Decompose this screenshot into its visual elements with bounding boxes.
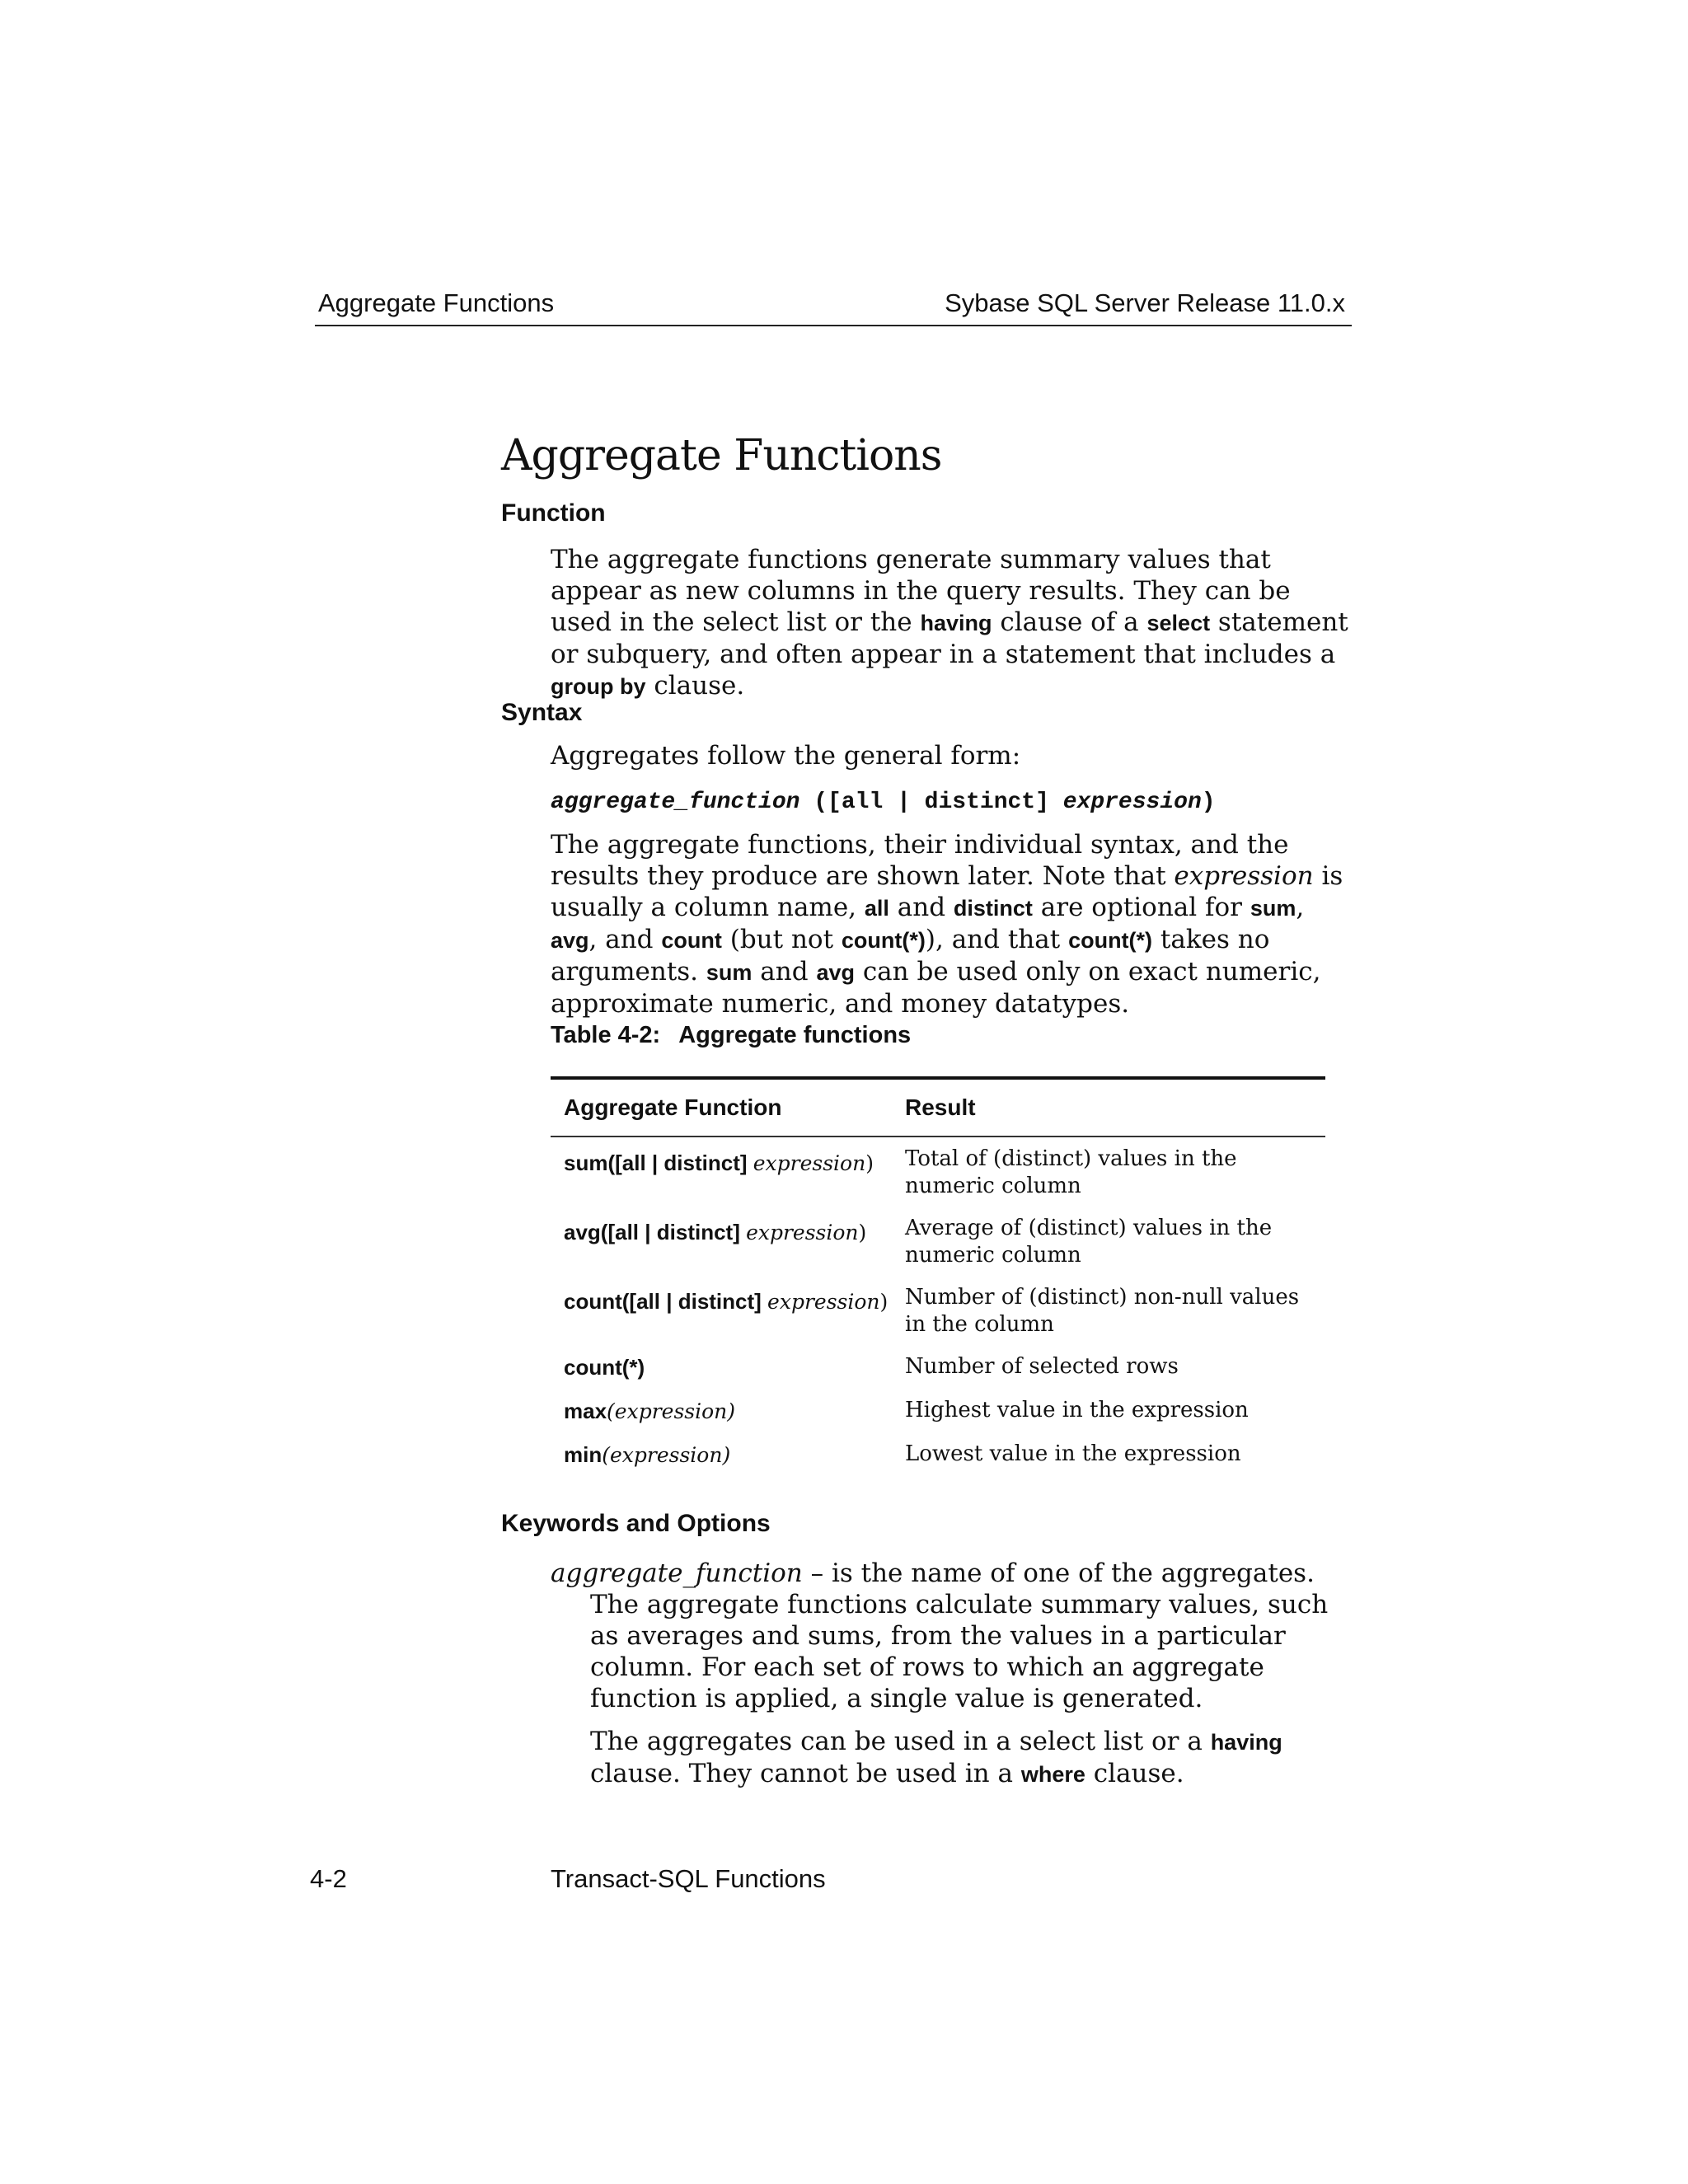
keyword-having: having	[920, 611, 992, 635]
header-product-release: Sybase SQL Server Release 11.0.x	[945, 288, 1345, 317]
aggregate-functions-table	[551, 1076, 1325, 1484]
header-section-title: Aggregate Functions	[318, 288, 555, 317]
table-header-row	[551, 1080, 1325, 1136]
keyword-count: count	[661, 928, 722, 953]
function-syntax: count([all | distinct]	[564, 1289, 768, 1314]
function-close: )	[879, 1290, 889, 1314]
heading-syntax: Syntax	[501, 699, 583, 726]
table-cell-function	[564, 1220, 866, 1245]
table-header-rule	[551, 1136, 1325, 1137]
syntax-expression: expression	[1062, 790, 1202, 815]
column-header-result: Result	[905, 1094, 976, 1120]
usage-text-1: The aggregates can be used in a select list or a	[590, 1727, 1211, 1756]
table-caption-title: Aggregate functions	[678, 1022, 912, 1048]
definition-usage-note	[551, 1726, 1358, 1790]
syntax-text-6: , and	[588, 925, 662, 954]
table-cell-result: Number of (distinct) non-null values in the column	[905, 1285, 1300, 1337]
table-cell-result: Number of selected rows	[905, 1354, 1179, 1379]
usage-text-2: clause. They cannot be used in a	[590, 1759, 1021, 1788]
function-argument: (expression)	[602, 1443, 731, 1467]
table-caption	[551, 1022, 911, 1049]
table-cell-function	[564, 1399, 735, 1424]
keyword-count-star-2: count(*)	[1068, 928, 1153, 953]
keyword-select: select	[1146, 611, 1211, 635]
function-argument: expression	[753, 1151, 866, 1175]
table-cell-function	[564, 1442, 730, 1468]
syntax-text-11: can be used only on exact numeric, approximate numeric, and money datatypes.	[551, 957, 1321, 1019]
keyword-where: where	[1020, 1762, 1085, 1787]
syntax-description	[551, 829, 1358, 1019]
footer-book-title: Transact-SQL Functions	[551, 1864, 826, 1893]
keyword-count-star: count(*)	[841, 928, 926, 953]
syntax-intro: Aggregates follow the general form:	[551, 741, 1021, 771]
function-text-1: The aggregate functions generate summary values that appear as new columns in the query results. They can be used in the select list or the	[551, 545, 1291, 637]
definition-aggregate-function	[551, 1558, 1358, 1714]
table-cell-result: Highest value in the expression	[905, 1398, 1249, 1422]
keyword-having-2: having	[1210, 1730, 1282, 1755]
term-aggregate-function: aggregate_function	[551, 1558, 803, 1588]
syntax-text-2: is usually a column name,	[551, 861, 1343, 922]
syntax-text-10: and	[752, 957, 817, 987]
table-cell-function	[564, 1355, 645, 1380]
function-description	[551, 544, 1358, 702]
syntax-function-name: aggregate_function	[551, 790, 800, 815]
function-close: )	[865, 1151, 874, 1175]
table-caption-label: Table 4-2:	[551, 1022, 661, 1048]
keywords-definitions	[551, 1558, 1358, 1790]
keyword-avg: avg	[551, 928, 589, 953]
column-header-aggregate-function: Aggregate Function	[564, 1094, 782, 1120]
syntax-text-4: are optional for	[1032, 893, 1250, 922]
function-syntax: avg([all | distinct]	[564, 1220, 747, 1244]
heading-keywords-and-options: Keywords and Options	[501, 1510, 771, 1537]
function-text-3: statement or subquery, and often appear in a statement that includes a	[551, 607, 1348, 669]
table-row	[551, 1146, 1325, 1215]
function-syntax: max	[564, 1399, 607, 1423]
term-expression: expression	[1174, 861, 1314, 891]
function-syntax: min	[564, 1442, 603, 1467]
function-close: )	[858, 1221, 867, 1244]
page-number: 4-2	[310, 1864, 347, 1893]
syntax-close: )	[1201, 790, 1216, 815]
function-syntax: sum([all | distinct]	[564, 1151, 753, 1175]
table-cell-result: Total of (distinct) values in the numeric column	[905, 1146, 1237, 1198]
function-argument: (expression)	[607, 1399, 736, 1423]
running-header	[315, 288, 1352, 326]
usage-text-3: clause.	[1085, 1759, 1184, 1788]
syntax-text-9: takes no arguments.	[551, 925, 1270, 987]
heading-function: Function	[501, 499, 606, 527]
function-text-2: clause of a	[992, 607, 1147, 637]
table-row	[551, 1284, 1325, 1353]
syntax-text-8: ), and that	[925, 925, 1069, 954]
keyword-sum-2: sum	[706, 960, 753, 985]
syntax-text-3: and	[889, 893, 954, 922]
table-cell-result: Average of (distinct) values in the numeric column	[905, 1216, 1273, 1268]
table-row	[551, 1353, 1325, 1397]
table-cell-result: Lowest value in the expression	[905, 1441, 1241, 1466]
definition-text: – is the name of one of the aggregates. The aggregate functions calculate summary values, such as averages and sums, from the values in a particular column. For each set of rows to which an aggregate function is applied, a single value is generated.	[590, 1558, 1329, 1713]
table-row	[551, 1215, 1325, 1284]
keyword-all: all	[864, 896, 889, 921]
function-syntax: count(*)	[564, 1355, 645, 1380]
syntax-text-5: ,	[1296, 893, 1305, 922]
syntax-options: ([all | distinct]	[799, 790, 1063, 815]
page-title: Aggregate Functions	[501, 430, 942, 480]
syntax-text-1: The aggregate functions, their individual syntax, and the results they produce are shown later. Note that	[551, 830, 1289, 891]
syntax-statement	[551, 790, 1216, 815]
keyword-group-by: group by	[551, 674, 646, 699]
keyword-avg-2: avg	[816, 960, 855, 985]
function-argument: expression	[767, 1290, 880, 1314]
syntax-text-7: (but not	[721, 925, 842, 954]
table-cell-function	[564, 1289, 888, 1315]
keyword-distinct: distinct	[953, 896, 1033, 921]
keyword-sum: sum	[1250, 896, 1296, 921]
table-row	[551, 1441, 1325, 1484]
function-text-4: clause.	[645, 671, 745, 701]
table-cell-function	[564, 1151, 874, 1176]
table-row	[551, 1397, 1325, 1441]
function-argument: expression	[746, 1221, 859, 1244]
